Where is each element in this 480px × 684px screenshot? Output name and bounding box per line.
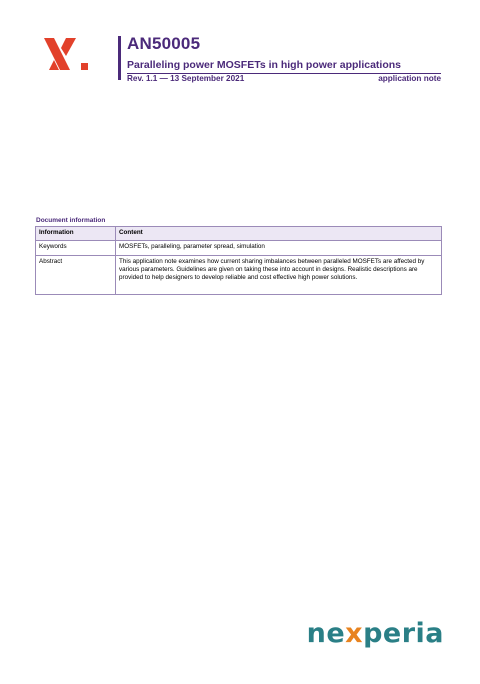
keywords-value: MOSFETs, paralleling, parameter spread, simulation (116, 241, 442, 256)
document-information-table (35, 226, 442, 295)
table-row (36, 256, 442, 295)
document-id: AN50005 (127, 34, 201, 53)
revision-line: Rev. 1.1 — 13 September 2021 (127, 74, 245, 83)
abstract-value: This application note examines how current sharing imbalances between paralleled MOSFETs are affected by various parameters. Guidelines are given on taking these into account in designs. Realistic descriptions are provided to help designers to develop reliable and cost effective high power solutions. (116, 256, 442, 295)
table-row (36, 241, 442, 256)
row-label-keywords: Keywords (36, 241, 116, 256)
document-title: Paralleling power MOSFETs in high power applications (127, 59, 402, 71)
column-header-content: Content (116, 227, 442, 241)
header-accent-bar (118, 36, 121, 80)
nexperia-wordmark: nexperia (306, 618, 444, 649)
document-information-heading: Document information (36, 217, 106, 224)
table-header-row (36, 227, 442, 241)
nexperia-x-logo-icon (40, 34, 92, 74)
document-type: application note (378, 74, 441, 83)
row-label-abstract: Abstract (36, 256, 116, 295)
column-header-information: Information (36, 227, 116, 241)
